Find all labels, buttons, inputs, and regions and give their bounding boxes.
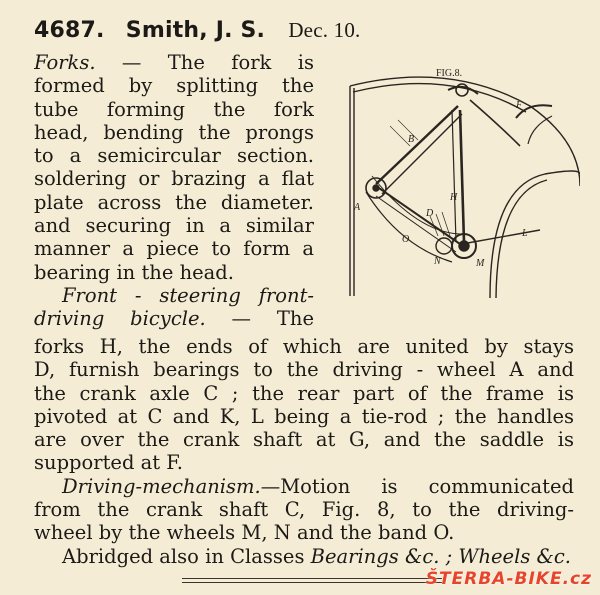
text-run: plate across the diameter. xyxy=(34,190,314,214)
text-run: bearing in the head. xyxy=(34,260,234,284)
bicycle-drawing xyxy=(340,66,580,298)
patent-number: 4687. xyxy=(34,18,105,43)
figure-label-m: M xyxy=(476,258,485,269)
text-run: the crank axle C ; the rear part of the frame is xyxy=(34,381,574,405)
text-line xyxy=(34,358,574,381)
text-run: formed by splitting the xyxy=(34,74,314,98)
figure-label-b: B xyxy=(408,134,415,145)
text-run: —Motion is communicated xyxy=(260,474,574,498)
text-run: pivoted at C and K, L being a tie-rod ; the handles xyxy=(34,404,574,428)
bicycle-figure xyxy=(340,66,580,298)
bottom-rule-second xyxy=(182,582,442,583)
text-line xyxy=(34,521,574,544)
text-line xyxy=(34,237,314,260)
figure-label-h: H xyxy=(450,192,458,203)
text-line xyxy=(34,451,574,474)
italic-run: Forks. xyxy=(34,51,96,74)
italic-run: Bearings &c. ; Wheels &c. xyxy=(310,544,572,568)
wide-text-column xyxy=(34,335,574,568)
text-line xyxy=(34,307,314,330)
bottom-rule xyxy=(182,578,442,579)
narrow-text-column xyxy=(34,51,314,331)
text-run: — The fork is xyxy=(95,51,314,74)
figure-label-d: D xyxy=(426,208,434,219)
text-line xyxy=(34,335,574,358)
text-line xyxy=(34,98,314,121)
text-run: from the crank shaft C, Fig. 8, to the driving- xyxy=(34,498,574,522)
text-run: — The xyxy=(205,307,314,331)
text-run: are over the crank shaft at G, and the saddle is xyxy=(34,428,574,452)
italic-run: driving bicycle. xyxy=(34,307,206,331)
text-line xyxy=(34,74,314,97)
text-line xyxy=(34,428,574,451)
text-line xyxy=(34,261,314,284)
text-line xyxy=(34,121,314,144)
patent-date: Dec. 10. xyxy=(288,18,361,42)
patent-heading xyxy=(34,18,360,43)
text-run: tube forming the fork xyxy=(34,97,314,121)
text-run: D, furnish bearings to the driving - wheel A and xyxy=(34,358,574,382)
figure-label-n: N xyxy=(434,256,441,267)
italic-run: Driving-mechanism. xyxy=(62,474,261,498)
figure-label-o: O xyxy=(402,234,410,245)
text-line xyxy=(34,144,314,167)
patentee-name: Smith, J. S. xyxy=(125,18,266,43)
text-line xyxy=(34,475,574,498)
figure-label-l: L xyxy=(522,228,528,239)
text-line xyxy=(34,214,314,237)
text-line xyxy=(34,191,314,214)
text-line xyxy=(34,167,314,190)
text-run: supported at F. xyxy=(34,451,184,475)
text-run: head, bending the prongs xyxy=(34,120,314,144)
figure-label-a: A xyxy=(354,202,361,213)
text-line xyxy=(34,284,314,307)
text-line xyxy=(34,51,314,74)
text-line xyxy=(34,405,574,428)
figure-label-f: F xyxy=(516,100,523,111)
text-run: Abridged also in Classes xyxy=(62,544,311,568)
text-run: to a semicircular section. xyxy=(34,144,314,168)
text-run: and securing in a similar xyxy=(34,214,314,238)
text-line xyxy=(34,498,574,521)
text-line xyxy=(34,382,574,405)
text-run: manner a piece to form a xyxy=(34,237,314,261)
text-run: soldering or brazing a flat xyxy=(34,167,314,191)
watermark-logo: ŠTERBA-BIKE.cz xyxy=(425,569,592,589)
text-line xyxy=(34,545,574,568)
text-run: wheel by the wheels M, N and the band O. xyxy=(34,521,455,545)
figure-caption: FIG.8. xyxy=(436,68,463,79)
text-run: forks H, the ends of which are united by stays xyxy=(34,335,574,358)
italic-run: Front - steering front- xyxy=(62,283,314,307)
